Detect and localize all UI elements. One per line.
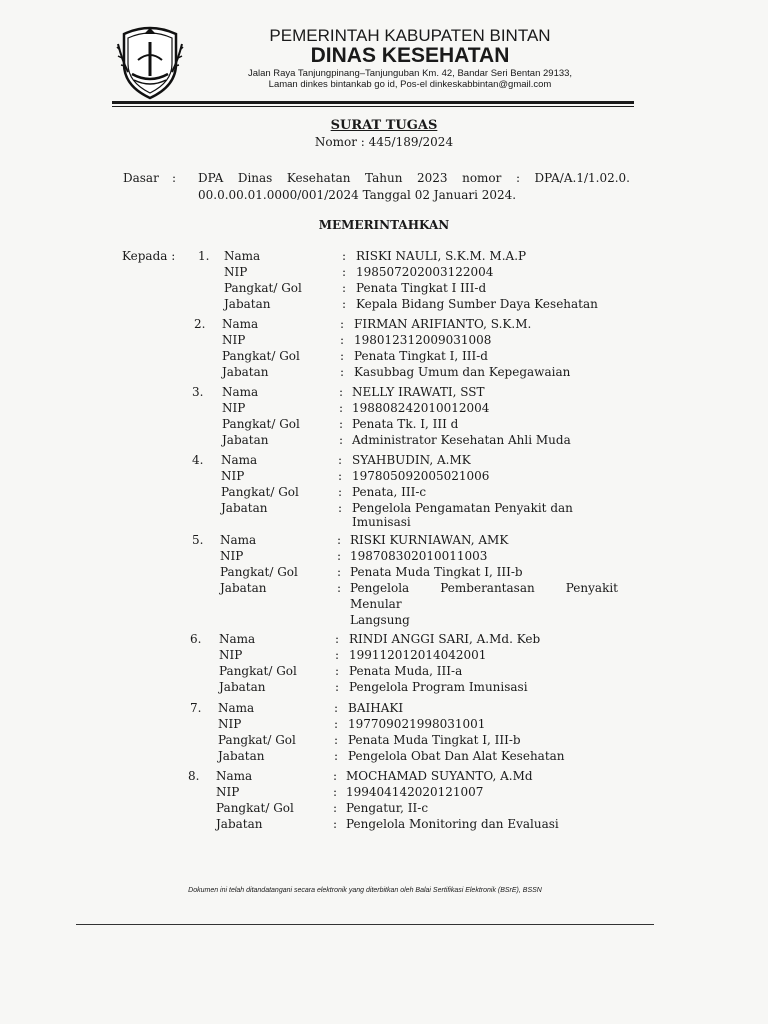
field-value-pangkat: Penata, III-c xyxy=(352,485,427,499)
field-value-nip: 199112012014042001 xyxy=(349,648,487,662)
header-rule-thin xyxy=(112,106,634,107)
recipient-number: 4. xyxy=(192,453,204,467)
field-value-jabatan-line: Pengelola Pemberantasan Penyakit xyxy=(350,581,618,595)
field-label-nama: Nama xyxy=(224,249,261,263)
field-value-jabatan: Kepala Bidang Sumber Daya Kesehatan xyxy=(356,297,598,311)
field-value-pangkat: Penata Tingkat I, III-d xyxy=(354,349,488,363)
field-label-nama: Nama xyxy=(219,632,256,646)
dasar-colon: : xyxy=(172,171,177,185)
field-colon: : xyxy=(339,417,344,431)
field-value-nip: 198012312009031008 xyxy=(354,333,492,347)
field-label-nama: Nama xyxy=(222,317,259,331)
field-colon: : xyxy=(335,632,340,646)
field-label-nama: Nama xyxy=(220,533,257,547)
field-colon: : xyxy=(342,297,347,311)
recipient-number: 7. xyxy=(190,701,202,715)
field-colon: : xyxy=(334,749,339,763)
field-label-nama: Nama xyxy=(221,453,258,467)
field-label-nip: NIP xyxy=(218,717,242,731)
field-colon: : xyxy=(335,664,340,678)
field-value-nip: 198808242010012004 xyxy=(352,401,490,415)
field-label-jabatan: Jabatan xyxy=(222,433,269,447)
field-colon: : xyxy=(338,501,343,515)
field-label-nip: NIP xyxy=(220,549,244,563)
recipient-number: 8. xyxy=(188,769,200,783)
header-rule-thick xyxy=(112,101,634,104)
field-label-nip: NIP xyxy=(221,469,245,483)
field-colon: : xyxy=(337,549,342,563)
field-label-nama: Nama xyxy=(222,385,259,399)
field-colon: : xyxy=(342,281,347,295)
field-label-pangkat: Pangkat/ Gol xyxy=(219,664,297,678)
field-label-pangkat: Pangkat/ Gol xyxy=(220,565,298,579)
field-colon: : xyxy=(333,769,338,783)
field-value-pangkat: Penata Tk. I, III d xyxy=(352,417,459,431)
kepada-label: Kepada : xyxy=(122,249,176,263)
field-label-jabatan: Jabatan xyxy=(224,297,271,311)
field-label-jabatan: Jabatan xyxy=(219,680,266,694)
field-value-nama: FIRMAN ARIFIANTO, S.K.M. xyxy=(354,317,532,331)
field-colon: : xyxy=(339,385,344,399)
field-value-jabatan: Pengelola Obat Dan Alat Kesehatan xyxy=(348,749,565,763)
address-line-2: Laman dinkes bintankab go id, Pos-el dinkeskabbintan@gmail.com xyxy=(268,79,552,90)
field-colon: : xyxy=(339,401,344,415)
field-colon: : xyxy=(338,453,343,467)
field-colon: : xyxy=(333,785,338,799)
address-line-1: Jalan Raya Tanjungpinang–Tanjunguban Km. 42, Bandar Seri Bentan 29133, xyxy=(247,68,573,79)
field-label-nama: Nama xyxy=(218,701,255,715)
field-colon: : xyxy=(342,249,347,263)
field-value-jabatan: Administrator Kesehatan Ahli Muda xyxy=(352,433,571,447)
field-value-pangkat: Penata Muda Tingkat I, III-b xyxy=(350,565,523,579)
field-colon: : xyxy=(338,485,343,499)
field-colon: : xyxy=(334,717,339,731)
field-value-nama: MOCHAMAD SUYANTO, A.Md xyxy=(346,769,533,783)
recipient-number: 3. xyxy=(192,385,204,399)
field-colon: : xyxy=(340,365,345,379)
field-label-jabatan: Jabatan xyxy=(222,365,269,379)
field-colon: : xyxy=(340,317,345,331)
field-colon: : xyxy=(334,701,339,715)
field-label-pangkat: Pangkat/ Gol xyxy=(216,801,294,815)
field-colon: : xyxy=(337,533,342,547)
regency-emblem-icon xyxy=(116,20,184,100)
field-colon: : xyxy=(337,565,342,579)
field-label-jabatan: Jabatan xyxy=(216,817,263,831)
government-name: PEMERINTAH KABUPATEN BINTAN xyxy=(269,26,551,45)
field-value-pangkat: Penata Muda Tingkat I, III-b xyxy=(348,733,521,747)
field-value-pangkat: Penata Muda, III-a xyxy=(349,664,463,678)
field-colon: : xyxy=(342,265,347,279)
field-label-pangkat: Pangkat/ Gol xyxy=(224,281,302,295)
field-value-nip: 199404142020121007 xyxy=(346,785,484,799)
field-label-pangkat: Pangkat/ Gol xyxy=(221,485,299,499)
recipient-number: 1. xyxy=(198,249,210,263)
field-value-nama: NELLY IRAWATI, SST xyxy=(352,385,485,399)
recipient-number: 5. xyxy=(192,533,204,547)
field-value-jabatan-line: Langsung xyxy=(350,613,410,627)
field-colon: : xyxy=(335,648,340,662)
field-label-jabatan: Jabatan xyxy=(221,501,268,515)
field-colon: : xyxy=(335,680,340,694)
order-heading: MEMERINTAHKAN xyxy=(318,218,450,232)
field-label-nip: NIP xyxy=(222,333,246,347)
field-colon: : xyxy=(340,333,345,347)
field-value-nip: 198708302010011003 xyxy=(350,549,488,563)
field-label-jabatan: Jabatan xyxy=(220,581,267,595)
field-colon: : xyxy=(340,349,345,363)
letter-number: Nomor : 445/189/2024 xyxy=(314,135,454,149)
department-name: DINAS KESEHATAN xyxy=(310,44,510,67)
field-value-nama: RINDI ANGGI SARI, A.Md. Keb xyxy=(349,632,541,646)
letter-title: SURAT TUGAS xyxy=(330,118,438,133)
field-label-nama: Nama xyxy=(216,769,253,783)
field-value-nip: 197709021998031001 xyxy=(348,717,486,731)
e-signature-note: Dokumen ini telah ditandatangani secara elektronik yang diterbitkan oleh Balai Sertifikasi Elektronik (BSrE), BSSN xyxy=(188,887,542,894)
field-label-pangkat: Pangkat/ Gol xyxy=(218,733,296,747)
field-value-nama: SYAHBUDIN, A.MK xyxy=(352,453,471,467)
field-value-jabatan: Pengelola Pengamatan Penyakit dan Imunisasi xyxy=(352,501,573,529)
field-label-jabatan: Jabatan xyxy=(218,749,265,763)
field-label-nip: NIP xyxy=(216,785,240,799)
field-label-pangkat: Pangkat/ Gol xyxy=(222,349,300,363)
field-value-jabatan: Pengelola Monitoring dan Evaluasi xyxy=(346,817,559,831)
field-colon: : xyxy=(333,801,338,815)
field-value-jabatan: Pengelola Program Imunisasi xyxy=(349,680,528,694)
field-label-pangkat: Pangkat/ Gol xyxy=(222,417,300,431)
field-value-nip: 197805092005021006 xyxy=(352,469,490,483)
field-value-nip: 198507202003122004 xyxy=(356,265,494,279)
field-colon: : xyxy=(334,733,339,747)
field-label-nip: NIP xyxy=(222,401,246,415)
field-value-nama: RISKI KURNIAWAN, AMK xyxy=(350,533,509,547)
recipient-number: 2. xyxy=(194,317,206,331)
field-value-jabatan: Kasubbag Umum dan Kepegawaian xyxy=(354,365,571,379)
field-value-pangkat: Pengatur, II-c xyxy=(346,801,429,815)
dasar-text: DPA Dinas Kesehatan Tahun 2023 nomor : DPA/A.1/1.02.0. 00.0.00.01.0000/001/2024 Tanggal 02 Januari 2024. xyxy=(198,171,630,202)
recipient-number: 6. xyxy=(190,632,202,646)
field-value-nama: RISKI NAULI, S.K.M. M.A.P xyxy=(356,249,527,263)
field-colon: : xyxy=(339,433,344,447)
field-colon: : xyxy=(338,469,343,483)
dasar-label: Dasar xyxy=(123,171,159,185)
footer-rule xyxy=(76,924,654,925)
field-value-jabatan-line: Menular xyxy=(350,597,402,611)
field-value-pangkat: Penata Tingkat I III-d xyxy=(356,281,487,295)
field-label-nip: NIP xyxy=(224,265,248,279)
field-colon: : xyxy=(337,581,342,595)
field-label-nip: NIP xyxy=(219,648,243,662)
field-value-nama: BAIHAKI xyxy=(348,701,404,715)
field-colon: : xyxy=(333,817,338,831)
